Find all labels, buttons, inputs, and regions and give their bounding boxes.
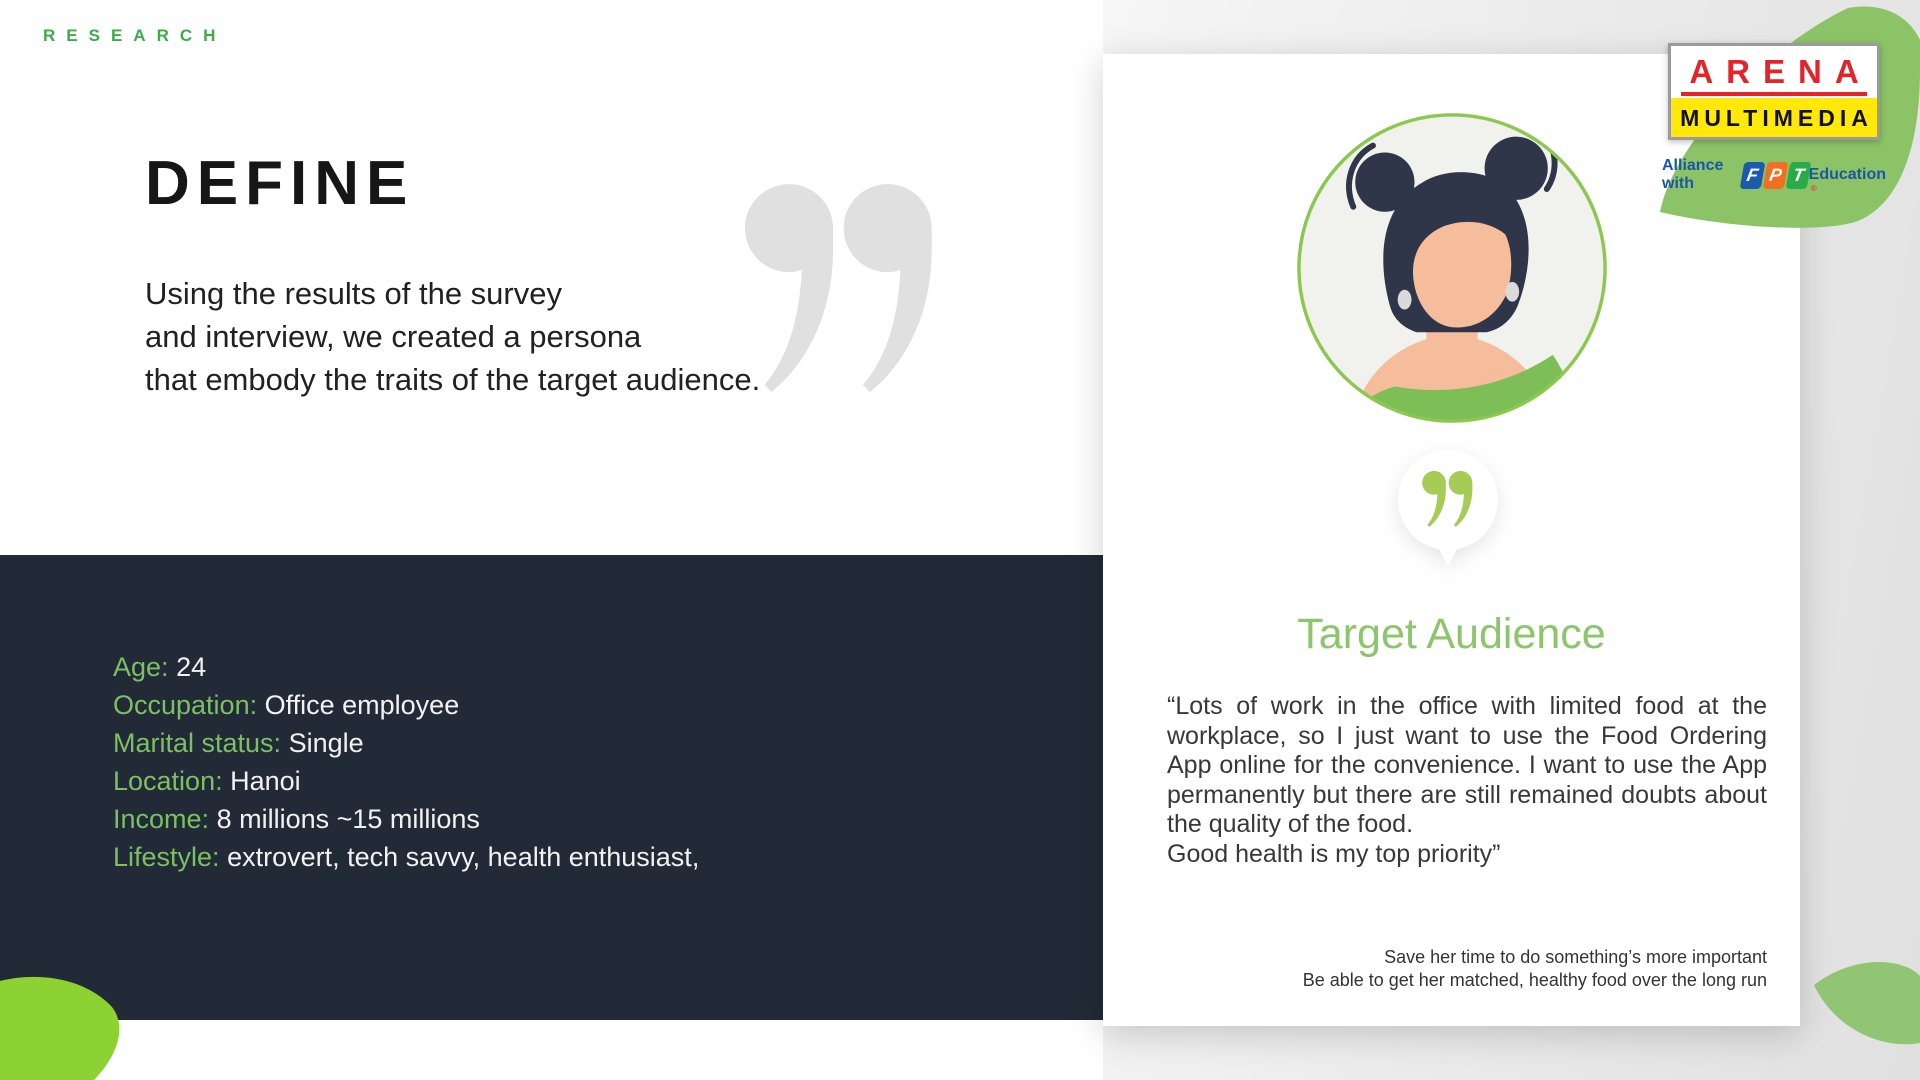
attribute-label: Location: — [113, 766, 223, 796]
goal-line: Be able to get her matched, healthy food over the long run — [1302, 969, 1767, 990]
speech-bubble — [1398, 450, 1498, 550]
persona-attribute-row — [113, 648, 699, 686]
card-title: Target Audience — [1297, 610, 1606, 658]
arena-underline — [1681, 92, 1867, 96]
quote-paragraph: “Lots of work in the office with limited food at the workplace, so I just want to use the Food Ordering App online for the convenience. I want to use the App permanently but there are still remained doubts about the quality of the food. — [1167, 692, 1767, 838]
leaf-decoration-bottom-right — [1806, 948, 1920, 1080]
persona-attribute-row — [113, 800, 699, 838]
fpt-letter-p: P — [1762, 162, 1788, 189]
subtitle-line: Using the results of the survey — [145, 276, 562, 311]
registered-mark: ® — [1810, 183, 1817, 193]
persona-attributes — [113, 648, 699, 876]
persona-attribute-row — [113, 686, 699, 724]
attribute-label: Income: — [113, 804, 210, 834]
subtitle-line: and interview, we created a persona — [145, 319, 642, 354]
slide-subtitle — [145, 272, 760, 401]
persona-goals — [1167, 946, 1767, 991]
alliance-suffix: Education — [1808, 166, 1886, 183]
attribute-label: Lifestyle: — [113, 842, 220, 872]
subtitle-line: that embody the traits of the target audience. — [145, 362, 761, 397]
fpt-letter-t: T — [1785, 162, 1811, 189]
arena-wordmark: ARENA — [1689, 53, 1872, 90]
goal-line: Save her time to do something’s more important — [1384, 947, 1767, 967]
attribute-value: Office employee — [264, 690, 460, 720]
alliance-row — [1662, 158, 1886, 192]
persona-quote — [1167, 692, 1767, 869]
alliance-prefix: Alliance with — [1662, 157, 1724, 192]
page-title: DEFINE — [145, 149, 415, 218]
quote-icon — [1419, 471, 1477, 529]
section-eyebrow: RESEARCH — [43, 26, 227, 45]
attribute-label: Marital status: — [113, 728, 282, 758]
arena-multimedia-logo — [1668, 43, 1880, 140]
speech-bubble-tail — [1432, 536, 1464, 566]
attribute-value: extrovert, tech savvy, health enthusiast, — [227, 842, 700, 872]
multimedia-wordmark: MULTIMEDIA — [1680, 105, 1873, 131]
attribute-label: Occupation: — [113, 690, 258, 720]
attribute-value: 24 — [176, 652, 207, 682]
fpt-letter-f: F — [1739, 162, 1765, 189]
persona-avatar — [1294, 110, 1610, 426]
arena-logo-bottom — [1671, 98, 1877, 137]
persona-attribute-row — [113, 762, 699, 800]
persona-attribute-row — [113, 724, 699, 762]
fpt-logo — [1742, 162, 1817, 193]
attribute-label: Age: — [113, 652, 169, 682]
attribute-value: Single — [288, 728, 364, 758]
quote-icon — [745, 184, 937, 400]
attribute-value: Hanoi — [230, 766, 301, 796]
attribute-value: 8 millions ~15 millions — [216, 804, 480, 834]
leaf-decoration-bottom-left — [0, 965, 125, 1080]
arena-logo-top — [1671, 46, 1877, 98]
persona-attribute-row — [113, 838, 699, 876]
quote-paragraph: Good health is my top priority” — [1167, 839, 1501, 868]
